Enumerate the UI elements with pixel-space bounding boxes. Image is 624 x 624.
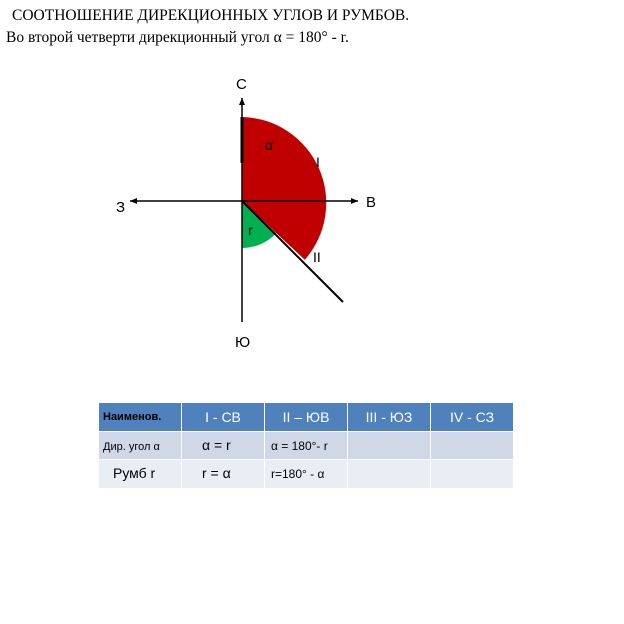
table-header-cell: Наименов. [99,403,182,432]
table-row [99,460,514,489]
quadrant-1-label: I [316,154,320,170]
cell-formula: r = α [202,465,231,481]
table-cell [265,432,348,460]
page-subtitle: Во второй четверти дирекционный угол α = 180° - r. [6,29,349,46]
table-cell [182,432,265,460]
table-header-row [99,403,514,432]
alpha-label: α [265,137,274,153]
west-label: З [116,199,126,216]
rhumb-table [98,402,514,489]
west-arrow-icon [130,198,137,204]
cell-formula: r=180° - α [271,467,325,481]
table-cell [348,460,431,489]
table-cell [99,432,182,460]
quadrant-2-label: II [313,249,321,265]
table-header-cell: II – ЮВ [265,403,348,432]
table-row [99,432,514,460]
east-label: В [366,194,377,211]
table-cell [431,432,514,460]
table-header-cell: I - СВ [182,403,265,432]
table-cell [431,460,514,489]
table-header-cell: III - ЮЗ [348,403,431,432]
row-label: Румб r [113,465,156,481]
cell-formula: α = 180°- r [271,438,328,453]
page-title: СООТНОШЕНИЕ ДИРЕКЦИОННЫХ УГЛОВ И РУМБОВ. [12,7,410,24]
north-label: С [236,76,247,93]
table-cell [348,432,431,460]
rhumb-label: r [248,222,253,238]
row-label: Дир. угол α [103,440,160,453]
table-header-cell: IV - СЗ [431,403,514,432]
table-cell [265,460,348,489]
cell-formula: α = r [202,436,231,453]
table-cell [182,460,265,489]
south-label: Ю [235,334,251,351]
table-cell [99,460,182,489]
